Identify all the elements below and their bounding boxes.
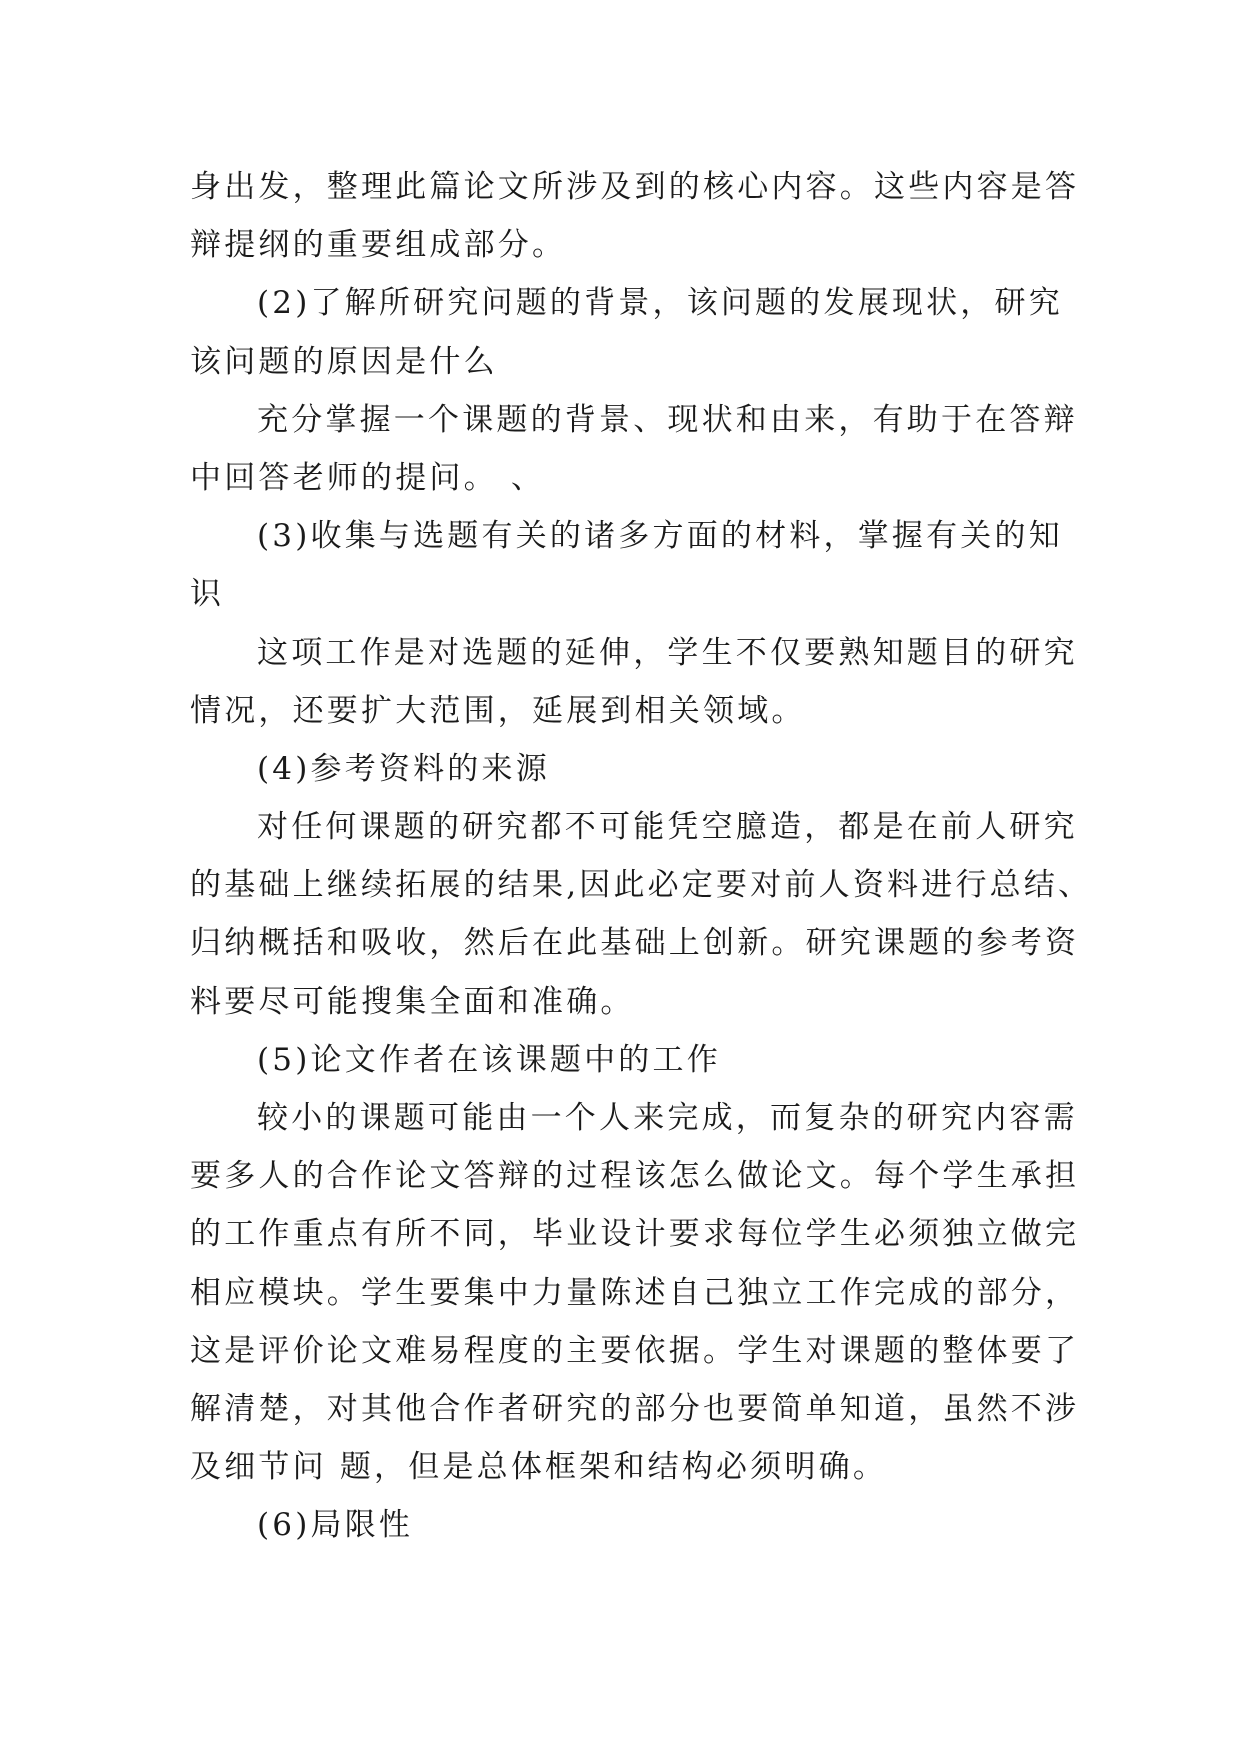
- paragraph-start: 充分掌握一个课题的背景、现状和由来，有助于在答辩: [257, 401, 1078, 438]
- section-heading: (4)参考资料的来源: [257, 750, 550, 787]
- body-text: [190, 158, 1093, 1555]
- text-line: 归纳概括和吸收，然后在此基础上创新。研究课题的参考资: [190, 925, 1080, 962]
- text-line: 料要尽可能搜集全面和准确。: [190, 983, 635, 1020]
- text-line: 解清楚，对其他合作者研究的部分也要简单知道，虽然不涉: [190, 1390, 1080, 1427]
- paragraph-start: 较小的课题可能由一个人来完成，而复杂的研究内容需: [257, 1100, 1078, 1136]
- paragraph-start: 对任何课题的研究都不可能凭空臆造，都是在前人研究: [257, 809, 1078, 846]
- section-heading-continued: 该问题的原因是什么: [190, 343, 498, 380]
- text-line: 辩提纲的重要组成部分。: [190, 227, 567, 264]
- section-heading: (2)了解所研究问题的背景，该问题的发展现状，研究: [257, 285, 1063, 322]
- text-line: 的基础上继续拓展的结果,因此必定要对前人资料进行总结、: [190, 867, 1093, 904]
- text-line: 的工作重点有所不同，毕业设计要求每位学生必须独立做完: [190, 1216, 1080, 1253]
- section-heading: (6)局限性: [257, 1507, 414, 1544]
- paragraph-start: 这项工作是对选题的延伸，学生不仅要熟知题目的研究: [257, 634, 1078, 671]
- text-line: 及细节问 题，但是总体框架和结构必须明确。: [190, 1449, 888, 1486]
- text-line: 中回答老师的提问。 、: [190, 459, 546, 496]
- text-line: 这是评价论文难易程度的主要依据。学生对课题的整体要了: [190, 1332, 1080, 1369]
- section-heading-continued: 识: [190, 576, 225, 613]
- text-line: 身出发，整理此篇论文所涉及到的核心内容。这些内容是答: [190, 169, 1080, 205]
- section-heading: (5)论文作者在该课题中的工作: [257, 1041, 721, 1078]
- text-line: 情况，还要扩大范围，延展到相关领域。: [190, 692, 806, 729]
- text-line: 相应模块。学生要集中力量陈述自己独立工作完成的部分，: [190, 1274, 1080, 1311]
- section-heading: (3)收集与选题有关的诸多方面的材料，掌握有关的知: [257, 518, 1063, 555]
- text-line: 要多人的合作论文答辩的过程该怎么做论文。每个学生承担: [190, 1158, 1080, 1195]
